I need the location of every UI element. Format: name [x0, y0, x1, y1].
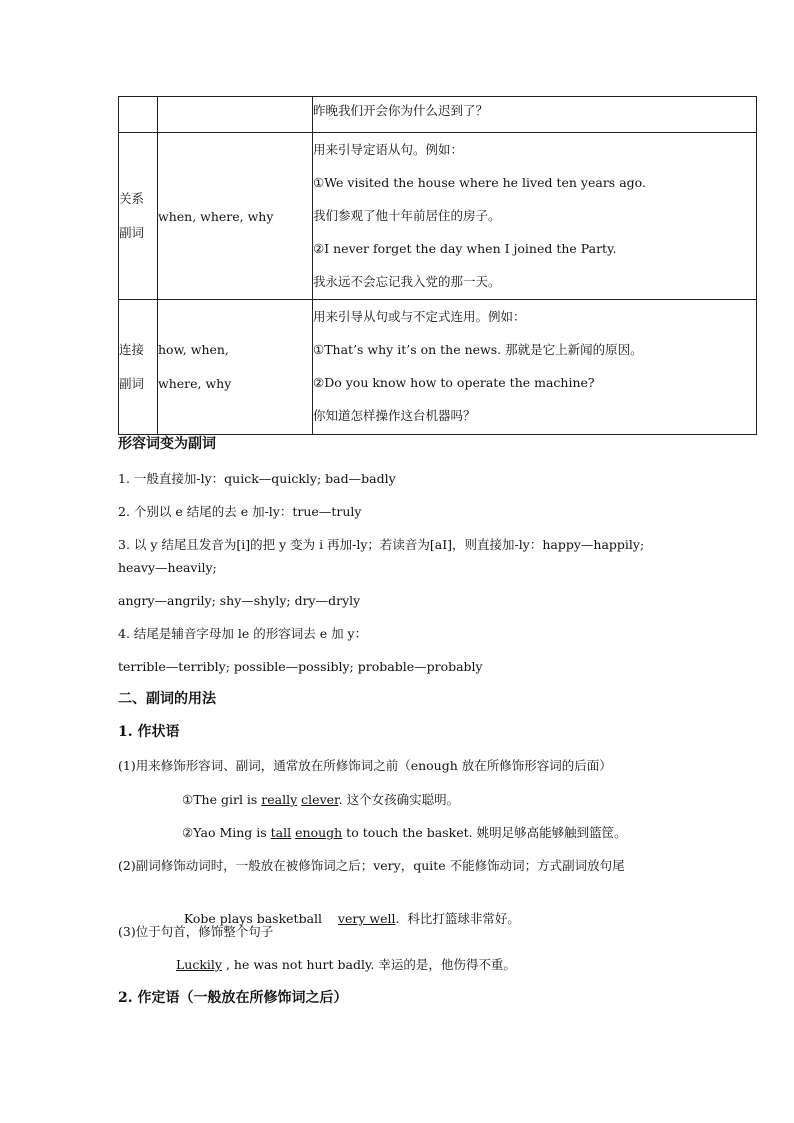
- adverb-list: where, why: [158, 376, 232, 391]
- subsection-heading: 1. 作状语: [118, 724, 180, 740]
- underlined-word: enough: [295, 825, 343, 840]
- table-cell-text: 昨晚我们开会你为什么迟到了？: [313, 103, 489, 118]
- example-sentence: ②Yao Ming is tall enough to touch the basket. 姚明足够高能够触到篮筐。: [182, 825, 627, 840]
- underlined-word: really: [261, 792, 298, 807]
- rule-item-cont: terrible—terribly; possible—possibly; probable—probably: [118, 659, 483, 674]
- usage-paragraph: (2)副词修饰动词时，一般放在被修饰词之后；very，quite 不能修饰动词；方式副词放句尾: [118, 858, 625, 873]
- category-label: 关系: [119, 191, 145, 206]
- table-row-relative-adverb: [119, 133, 757, 300]
- usage-text: 用来引导从句或与不定式连用。例如：: [313, 309, 526, 324]
- category-label: 副词: [119, 376, 145, 391]
- rule-item: 1. 一般直接加-ly：quick—quickly; bad—badly: [118, 471, 396, 486]
- section-heading: 二、副词的用法: [118, 691, 216, 707]
- underlined-word: Luckily: [176, 957, 222, 972]
- section-heading: 形容词变为副词: [118, 436, 216, 452]
- rule-item: 2. 个别以 e 结尾的去 e 加-ly：true—truly: [118, 504, 362, 519]
- example-translation: 我永远不会忘记我入党的那一天。: [313, 274, 501, 289]
- example-sentence: Kobe plays basketball very well. 科比打篮球非常好。: [183, 911, 520, 926]
- rule-item-cont: angry—angrily; shy—shyly; dry—dryly: [118, 593, 361, 608]
- category-label: 副词: [119, 225, 145, 240]
- adverb-list: when, where, why: [158, 208, 274, 224]
- adverb-list: how, when,: [158, 342, 229, 357]
- underlined-word: clever: [301, 792, 339, 807]
- example-sentence: ②Do you know how to operate the machine?: [313, 375, 595, 390]
- example-sentence: ②I never forget the day when I joined the Party.: [313, 241, 617, 256]
- usage-text: 用来引导定语从句。例如：: [313, 142, 464, 157]
- example-sentence: Luckily , he was not hurt badly. 幸运的是，他伤得不重。: [176, 957, 516, 972]
- example-sentence: ①That’s why it’s on the news. 那就是它上新闻的原因。: [313, 342, 643, 357]
- table-row-conjunctive-adverb: [119, 300, 757, 435]
- example-translation: 我们参观了他十年前居住的房子。: [313, 208, 501, 223]
- usage-paragraph: (3)位于句首，修饰整个句子: [118, 924, 274, 939]
- table-row: [119, 97, 757, 133]
- usage-paragraph: (1)用来修饰形容词、副词，通常放在所修饰词之前（enough 放在所修饰形容词的后面）: [118, 758, 612, 773]
- rule-item-cont: heavy—heavily;: [118, 560, 217, 575]
- underlined-word: very well: [337, 911, 396, 926]
- rule-item: 3. 以 y 结尾且发音为[i]的把 y 变为 i 再加-ly；若读音为[aI]，则直接加-ly：happy—happily;: [118, 537, 645, 552]
- example-sentence: ①The girl is really clever. 这个女孩确实聪明。: [182, 792, 460, 807]
- underlined-word: tall: [270, 825, 292, 840]
- example-translation: 你知道怎样操作这台机器吗？: [313, 408, 476, 423]
- example-sentence: ①We visited the house where he lived ten years ago.: [313, 175, 646, 190]
- adverb-table: [118, 96, 757, 435]
- category-label: 连接: [119, 342, 145, 357]
- rule-item: 4. 结尾是辅音字母加 le 的形容词去 e 加 y：: [118, 626, 368, 641]
- subsection-heading: 2. 作定语（一般放在所修饰词之后）: [118, 990, 348, 1006]
